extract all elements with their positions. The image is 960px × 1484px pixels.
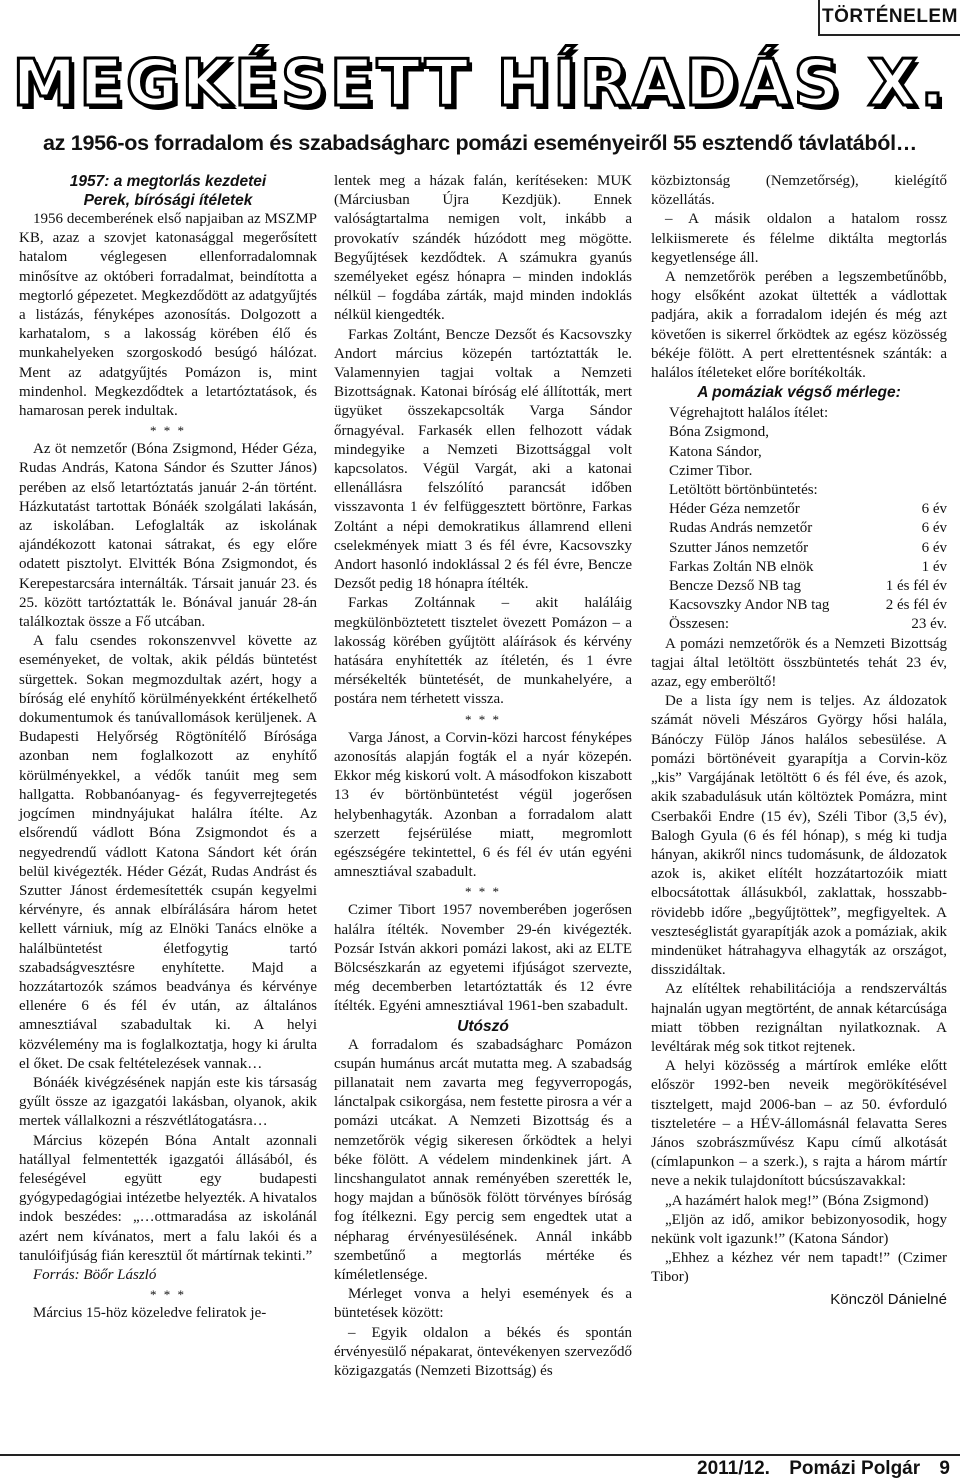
column-3: [651, 172, 947, 1309]
paragraph: közbiztonság (Nemzetőrség), kielégítő közellátás.: [651, 173, 947, 209]
paragraph: Az öt nemzetőr (Bóna Zsigmond, Héder Géza, Rudas András, Katona Sándor és Szutter János) perében az első letartóztatás január 2-án történt. Házkutatást tartottak Bónáék szolgálati lakásán, az iskolában. Lefoglalták az iskolának ajándékozott katonai sátrakat, és egy előre odatett pisztolyt. Elvitték Bóna Zsigmondot, és Kerepestarcsára internálták. Társait január 23. és 25. között tartóztatták le. Bónával január 28-án találkoztak össze a Fő utcában.: [19, 441, 317, 631]
tally-value: 6 év: [921, 520, 947, 537]
tally-total-row: [669, 615, 947, 634]
paragraph: De a lista így nem is teljes. Az áldozatok számát növeli Mészáros György hősi halála, Bánóczy Fülöp János halálos sebesülése. A pomázi börtönéveit gyarapítja a Corvin-köz „kis” Vargájának letöltött 6 és fél éve, és azok, akik szabadulásuk után költöztek Pomázra, mint Cserbakői Endre (15 év), Széli Tibor (3,5 év), Balogh Gyula (6 és fél hónap), s még ki tudja hányan, akikről nincs tudomásunk, de áldozatok azok is, akiket elítélt hozzátartozóik miatt elbocsátottak állásukból, zaklattak, hosszabb-rövidebb időre „begyűjtöttek”, megfigyeltek. A veszteséglistát gyarapítják azok a pomáziak, akik mindenüket hátrahagyva elhagyták az országot, disszidáltak.: [651, 693, 947, 979]
tally-value: 2 és fél év: [885, 597, 947, 614]
article-subtitle: az 1956-os forradalom és szabadságharc pomázi eseményeiről 55 esztendő távlatából…: [43, 131, 917, 155]
tally-name: Katona Sándor,: [669, 443, 762, 460]
tally-value: 1 év: [921, 558, 947, 575]
page-footer: [683, 1458, 950, 1480]
tally-row: [669, 577, 947, 596]
sentence-tally: [669, 404, 947, 634]
paragraph: A falu csendes rokonszenvvel követte az eseményeket, de voltak, akik példás büntetést sürgettek. Sokan megmozdultak azért, hogy a bíróság elé enyhítő körülményekként értékelhető dokumentumok és tanúvallomások kerüljenek. A Budapesti Helyőrség Rögtönítélő Bírósága azonban nem foglalkozott az enyhítő körülményekkel, a védők tanúit meg sem hallgatta. Robbanóanyag- és fegyverrejtegetés jogcímen mindnyájukat halálra ítélte. Az elsőrendű vádlott Bóna Zsigmondot és a negyedrendű vádlott Katona Sándort két órán belül kivégezték. Héder Gézát, Rudas Andrást és Szutter Jánost érdemesítették csupán kegyelmi kérvényre, és annak elbírálására három hetet kellett várniuk, míg az Elnöki Tanács elnöke a halálbüntetést életfogytig tartó szabadságvesztésre enyhítette. Majd a hozzátartozók számos beadványa és kérvénye ellenére 6 és fél év után, az általános amnesztiával szabadultak ki. A helyi közvélemény ma is foglalkoztatja, hogy ki árulta el őket. De csak feltételezések vannak…: [19, 633, 317, 1072]
separator-stars: * * *: [465, 711, 501, 727]
paragraph: Március 15-höz közeledve feliratok je-: [33, 1305, 267, 1322]
column-1: [19, 172, 317, 1323]
tally-intro: Letöltött börtönbüntetés:: [669, 482, 818, 499]
quote: „Eljön az idő, amikor bebizonyosodik, hogy nekünk volt igazunk!” (Katona Sándor): [651, 1211, 947, 1247]
paragraph: 1956 decemberének első napjaiban az MSZMP KB, azaz a szovjet katonasággal megerősített hatalom véglegesen ellenforradalomnak minősítve az októberi forradalmat, beindította a megtorló gépezetet. Megkezdődött az adatgyűjtés a listázás, fényképes azonosítás. Dolgozott a karhatalom, s a lakosság körében élő és munkahelyeken szorgoskodó besúgó hálózat. Ment az adatgyűjtés Pomázon is, mint mindenhol. Megkezdődtek a letartóztatások, és hamarosan perek indultak.: [19, 211, 317, 420]
tally-value: 6 év: [921, 501, 947, 518]
separator-stars: * * *: [150, 423, 186, 439]
paragraph: – A másik oldalon a hatalom rossz lelkiismerete és félelme diktálta megtorlás kegyetlensége áll.: [651, 211, 947, 266]
column-2: [334, 172, 632, 1381]
quote: „Ehhez a kézhez vér nem tapadt!” (Czimer Tibor): [651, 1250, 947, 1286]
paragraph: Az elítéltek rehabilitációja a rendszerváltás hajnalán ugyan megtörtént, de annak kétarcúsága miatt többen rezignáltan nyilatkoznak. A levéltárak még sok titkot rejtenek.: [651, 981, 947, 1055]
paragraph: A pomázi nemzetőrök és a Nemzeti Bizottság tagjai által letöltött összbüntetés tehát 23 év, azaz, egy emberöltő!: [651, 635, 947, 691]
section-heading: Utószó: [457, 1017, 509, 1035]
footer-divider: [0, 1454, 960, 1456]
tally-label: Farkas Zoltán NB elnök: [669, 558, 814, 575]
tally-label: Kacsovszky Andor NB tag: [669, 597, 830, 614]
paragraph: Bónáék kivégzésének napján este kis társaság gyűlt össze az igazgatói lakásban, olyanok, akik mertek vállalkozni a részvétlátogatásra…: [19, 1074, 317, 1130]
tally-row: [669, 596, 947, 615]
author-name: Könczöl Dánielné: [830, 1290, 947, 1308]
paragraph: A helyi közösség a mártírok emléke előtt először 1992-ben neveik megörökítésével tisztelgett, majd 2006-ban – az 50. évforduló tiszteletére – a HÉV-állomásnál felavatta Seres János szobrászművész Kapu című alkotását (címlapunkon – a szerk.), s rajta a három mártír neve a nekik tulajdonított búcsúszavakkal:: [651, 1058, 947, 1190]
tally-name: Bóna Zsigmond,: [669, 424, 769, 441]
separator-stars: * * *: [465, 884, 501, 900]
tally-label: Összesen:: [669, 616, 729, 633]
tally-label: Héder Géza nemzetőr: [669, 501, 800, 518]
paragraph: Farkas Zoltánt, Bencze Dezsőt és Kacsovszky Andort március közepén tartóztatták le. Valamennyien tagjai voltak a Nemzeti Bizottságnak. Katonai bíróság elé állították, mert ügyüket összekapcsolták Varga Sándor őrnagyéval. Farkasék ellen felhozott vádak mindegyike a Nemzeti Bizottsággal volt kapcsolatos. Végül Vargát, aki a katonai ellenállásra felszólító parancsát időben visszavonta 1 év felfüggesztett börtönre, Farkas Zoltánt a népi demokratikus államrend elleni cselekmények miatt 3 és fél évre, Kacsovszky Andort hasonló indoklással 2 és fél évre, Bencze Dezsőt pedig 18 hónapra ítélték.: [334, 326, 632, 593]
tally-row: [669, 500, 947, 519]
source-credit: Forrás: Böőr László: [33, 1266, 157, 1283]
tally-row: [669, 539, 947, 558]
paragraph: – Egyik oldalon a békés és spontán érvényesülő népakarat, öntevékenyen szerveződő közigazgatás (Nemzeti Bizottság) és: [334, 1324, 632, 1379]
paragraph: A nemzetőrök perében a legszembetűnőbb, hogy elsőként azokat ültették a vádlottak padjára, akik a forradalom idején és még azt követően is sikerrel őrködtek az egész közösség békéje fölött. A pert elrettentésnek szánták: a halálos ítéleteket előre borítékolták.: [651, 269, 947, 382]
paragraph: lentek meg a házak falán, kerítéseken: MUK (Márciusban Újra Kezdjük). Ennek valóságtartalma nemigen volt, inkább a provokatív szándék húzódott meg mögötte. Begyűjtések kezdődtek. A számukra gyanús személyeket egész hónapra – minden indoklás nélkül – fogdába zárták, majd minden indoklás nélkül kiengedték.: [334, 173, 632, 324]
paragraph: A forradalom és szabadságharc Pomázon csupán humánus arcát mutatta meg. A szabadság pillanatait nem zavarta meg fegyverropogás, lánctalpak csikorgása, nem festette pirosra a vér a pomázi utcákat. A Nemzeti Bizottság és a nemzetőrök végig sikeresen őrködtek a helyi béke fölött. A védelem mindenkinek járt. A lincshangulatot annak reményében szerették le, hogy majdan a bűnösök fölött törvényes bíróság fog ítélkezni. Egy percig sem engedtek utat a népharag érvényesülésének. Annál inkább szembetűnő a megtorlás mértéke és kíméletlensége.: [334, 1036, 632, 1283]
tally-value: 1 és fél év: [885, 578, 947, 595]
paragraph: Czimer Tibort 1957 novemberében jogerősen halálra ítélték. November 29-én kivégezték. Pozsár István akkori pomázi lakost, aki az ELTE Bölcsészkarán az egyetemi ifjúságot szervezte, még decemberben letartóztatták és 12 évre ítélték. Egyéni amnesztiával 1961-ben szabadult.: [334, 902, 632, 1015]
magazine-name: Pomázi Polgár: [789, 1458, 921, 1479]
section-heading: A pomáziak végső mérlege:: [697, 384, 901, 402]
tally-value: 6 év: [921, 539, 947, 556]
section-heading: Perek, bírósági ítéletek: [83, 192, 253, 209]
section-tag: TÖRTÉNELEM: [818, 0, 960, 36]
paragraph: Farkas Zoltánnak – akit haláláig megkülönböztetett tisztelet övezett Pomázon – a lakosság körében gyűjtött aláírások és kérvény hatására enyhítették az ítéletén, és 1 évre mérsékelték büntetését, de munkahelyére, a postára nem térhetett vissza.: [334, 595, 632, 708]
tally-label: Rudas András nemzetőr: [669, 520, 813, 537]
article-title: MEGKÉSETT HÍRADÁS X.: [12, 47, 948, 121]
tally-value: 23 év.: [911, 616, 947, 633]
issue-number: 2011/12.: [697, 1458, 770, 1479]
tally-intro: Végrehajtott halálos ítélet:: [669, 405, 829, 422]
page-number: 9: [939, 1458, 950, 1479]
separator-stars: * * *: [150, 1287, 186, 1303]
tally-name: Czimer Tibor.: [669, 462, 753, 479]
tally-label: Bencze Dezső NB tag: [669, 578, 802, 595]
tally-label: Szutter János nemzetőr: [669, 539, 809, 556]
paragraph: Mérleget vonva a helyi események és a büntetések között:: [334, 1286, 632, 1322]
tally-row: [669, 519, 947, 538]
section-heading: 1957: a megtorlás kezdetei: [69, 173, 267, 190]
paragraph: Március közepén Bóna Antalt azonnali hatállyal felmentették igazgatói állásából, és feleségével együtt egy budapesti gyógypedagógiai intézetbe helyezték. A hivatalos indok beszédes: „…ottmaradása az iskolánál azért nem kívánatos, mert a falu lakói és a tanulóifjúság fián keresztül őt mártírnak tekinti.”: [19, 1132, 317, 1264]
tally-row: [669, 558, 947, 577]
paragraph: Varga Jánost, a Corvin-közi harcost fényképes azonosítás alapján fogták el a nyár közepén. Ekkor még kiskorú volt. A másodfokon kiszabott 13 év börtönbüntetést végül jogerősen helybenhagyták. Azonban a forradalom alatt szerzett fejsérülése miatt, megromlott egészségére tekintettel, 6 és fél év után egyéni amnesztiával szabadult.: [334, 729, 632, 881]
quote: „A hazámért halok meg!” (Bóna Zsigmond): [665, 1192, 929, 1209]
